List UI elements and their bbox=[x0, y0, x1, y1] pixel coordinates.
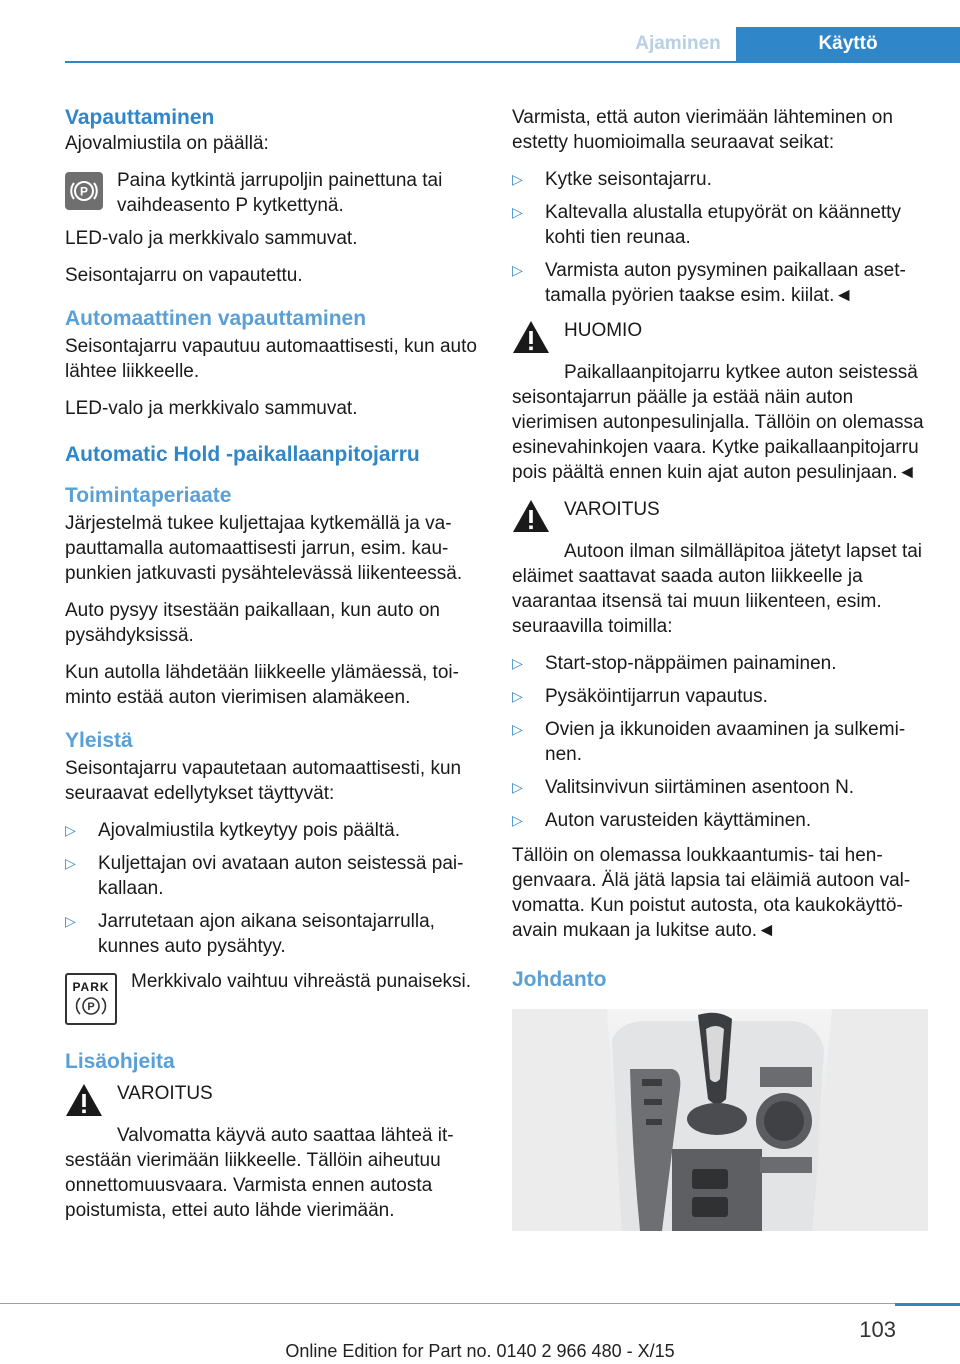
paragraph-ylamaessa: Kun autolla lähdetään liikkeelle ylämäessä, toiminto estää auton vierimisen alamäkeen. bbox=[65, 662, 459, 708]
icon-text-merkkivalo: Merkkivalo vaihtuu vihreästä punaiseksi. bbox=[131, 971, 472, 992]
heading-vapauttaminen: Vapauttaminen bbox=[65, 106, 215, 129]
list-item: ▷ Valitsinvivun siirtäminen asentoon N. bbox=[512, 777, 855, 798]
triangle-bullet-icon: ▷ bbox=[512, 721, 523, 737]
list-item: ▷ Auton varusteiden käyttäminen. bbox=[512, 810, 812, 831]
footer-edition: Online Edition for Part no. 0140 2 966 480 - X/15 bbox=[285, 1341, 675, 1361]
warning-block-right bbox=[512, 497, 932, 639]
triangle-bullet-icon: ▷ bbox=[65, 822, 76, 838]
conditions-list bbox=[65, 818, 485, 959]
paragraph-auto-pysyy: Auto pysyy itsestään paikallaan, kun auto on pysähdyksissä. bbox=[65, 600, 440, 646]
list-item: ▷ Jarrutetaan ajon aikana seisontajarrulla, kunnes auto pysähtyy. bbox=[65, 911, 435, 957]
triangle-bullet-icon: ▷ bbox=[512, 171, 523, 187]
precautions-list bbox=[512, 167, 932, 308]
list-item: ▷ Start-stop-näppäimen painaminen. bbox=[512, 653, 837, 674]
paragraph-jarjestelma: Järjestelmä tukee kuljettajaa kytkemällä ja vapauttamalla automaattisesti jarrun, esim. kaupunkien jatkuvasti pysähtelevässä liikenteessä. bbox=[65, 513, 463, 584]
park-indicator-icon: PARK P bbox=[65, 973, 117, 1025]
warning-triangle-icon bbox=[512, 320, 550, 354]
triangle-bullet-icon: ▷ bbox=[65, 855, 76, 871]
heading-toimintaperiaate: Toimintaperiaate bbox=[65, 484, 232, 507]
warning-text: Valvomatta käyvä auto saattaa lähteä itsestään vierimään liikkeelle. Tällöin aiheutuu onnettomuusvaara. Varmista ennen autosta poistumista, ettei auto lähde vierimään. bbox=[65, 1125, 454, 1221]
icon-row-parking-brake bbox=[65, 168, 485, 218]
triangle-bullet-icon: ▷ bbox=[512, 812, 523, 828]
warning-triangle-icon bbox=[65, 1083, 103, 1117]
paragraph-seisontajarru-vapautettu: Seisontajarru on vapautettu. bbox=[65, 265, 303, 286]
warning-block-left bbox=[65, 1081, 485, 1223]
paragraph-auto-vapautuu: Seisontajarru vapautuu automaattisesti, kun auto lähtee liikkeelle. bbox=[65, 336, 477, 382]
triangle-bullet-icon: ▷ bbox=[512, 688, 523, 704]
warning-text: Autoon ilman silmälläpitoa jätetyt lapset tai eläimet saattavat saada auton liikkeelle ja vaarantaa itsensä tai muun liikenteen, esim. seuraavilla toimilla: bbox=[512, 541, 923, 637]
svg-text:P: P bbox=[79, 184, 89, 199]
triangle-bullet-icon: ▷ bbox=[512, 655, 523, 671]
heading-yleista: Yleistä bbox=[65, 729, 133, 752]
triangle-bullet-icon: ▷ bbox=[512, 779, 523, 795]
paragraph-varmista: Varmista, että auton vierimään lähteminen on estetty huomioimalla seuraavat seikat: bbox=[512, 107, 893, 153]
heading-automatic-hold: Automatic Hold -paikallaanpitojarru bbox=[65, 443, 420, 466]
paragraph-ajovalmius: Ajovalmiustila on päällä: bbox=[65, 133, 269, 154]
icon-row-park bbox=[65, 969, 485, 1025]
right-column bbox=[512, 105, 932, 1231]
footer-accent bbox=[895, 1303, 960, 1306]
warning-label: VAROITUS bbox=[564, 499, 660, 520]
hazard-actions-list bbox=[512, 651, 932, 833]
notice-text: Paikallaanpitojarru kytkee auton seistessä seisontajarrun päälle ja estää näin auton vierimisen autonpesulinjalla. Tällöin on olemassa esinevahinkojen vaara. Kytke paikallaanpitojarru pois päältä ennen kuin ajat auton pesulinjaan.◄ bbox=[512, 362, 924, 483]
notice-label: HUOMIO bbox=[564, 320, 643, 341]
list-item: ▷ Kytke seisontajarru. bbox=[512, 169, 712, 190]
triangle-bullet-icon: ▷ bbox=[65, 913, 76, 929]
svg-text:P: P bbox=[87, 1000, 95, 1013]
triangle-bullet-icon: ▷ bbox=[512, 204, 523, 220]
paragraph-led-1: LED-valo ja merkkivalo sammuvat. bbox=[65, 228, 358, 249]
page-number: 103 bbox=[859, 1317, 896, 1342]
left-column bbox=[65, 105, 485, 1235]
heading-automaattinen-vapauttaminen: Automaattinen vapauttaminen bbox=[65, 307, 367, 330]
warning-label: VAROITUS bbox=[117, 1083, 213, 1104]
list-item: ▷ Varmista auton pysyminen paikallaan asettamalla pyörien taakse esim. kiilat.◄ bbox=[512, 260, 906, 306]
triangle-bullet-icon: ▷ bbox=[512, 262, 523, 278]
header-tab-ajaminen[interactable]: Ajaminen bbox=[635, 33, 721, 54]
icon-text-paina: Paina kytkintä jarrupoljin painettuna tai vaihdeasento P kytkettynä. bbox=[117, 170, 443, 216]
header-tab-kaytto[interactable]: Käyttö bbox=[736, 27, 960, 63]
paragraph-seuraavat: Seisontajarru vapautetaan automaattisesti, kun seuraavat edellytykset täyttyvät: bbox=[65, 758, 462, 804]
heading-lisaohjeita: Lisäohjeita bbox=[65, 1050, 175, 1073]
list-item: ▷ Ajovalmiustila kytkeytyy pois päältä. bbox=[65, 820, 401, 841]
notice-block bbox=[512, 318, 932, 485]
list-item: ▷ Kuljettajan ovi avataan auton seistessä paikallaan. bbox=[65, 853, 464, 899]
heading-johdanto: Johdanto bbox=[512, 968, 607, 991]
footer-rule bbox=[0, 1303, 895, 1304]
list-item: ▷ Ovien ja ikkunoiden avaaminen ja sulkeminen. bbox=[512, 719, 906, 765]
paragraph-led-2: LED-valo ja merkkivalo sammuvat. bbox=[65, 398, 358, 419]
paragraph-tallöin: Tällöin on olemassa loukkaantumis- tai hengenvaara. Älä jätä lapsia tai eläimiä autoon valvomatta. Kun poistut autosta, ota kaukokäyttöavain mukaan ja lukitse auto.◄ bbox=[512, 845, 911, 941]
parking-brake-icon bbox=[65, 172, 103, 210]
center-console-photo bbox=[512, 1009, 928, 1231]
list-item: ▷ Pysäköintijarrun vapautus. bbox=[512, 686, 768, 707]
warning-triangle-icon bbox=[512, 499, 550, 533]
list-item: ▷ Kaltevalla alustalla etupyörät on käännetty kohti tien reunaa. bbox=[512, 202, 901, 248]
